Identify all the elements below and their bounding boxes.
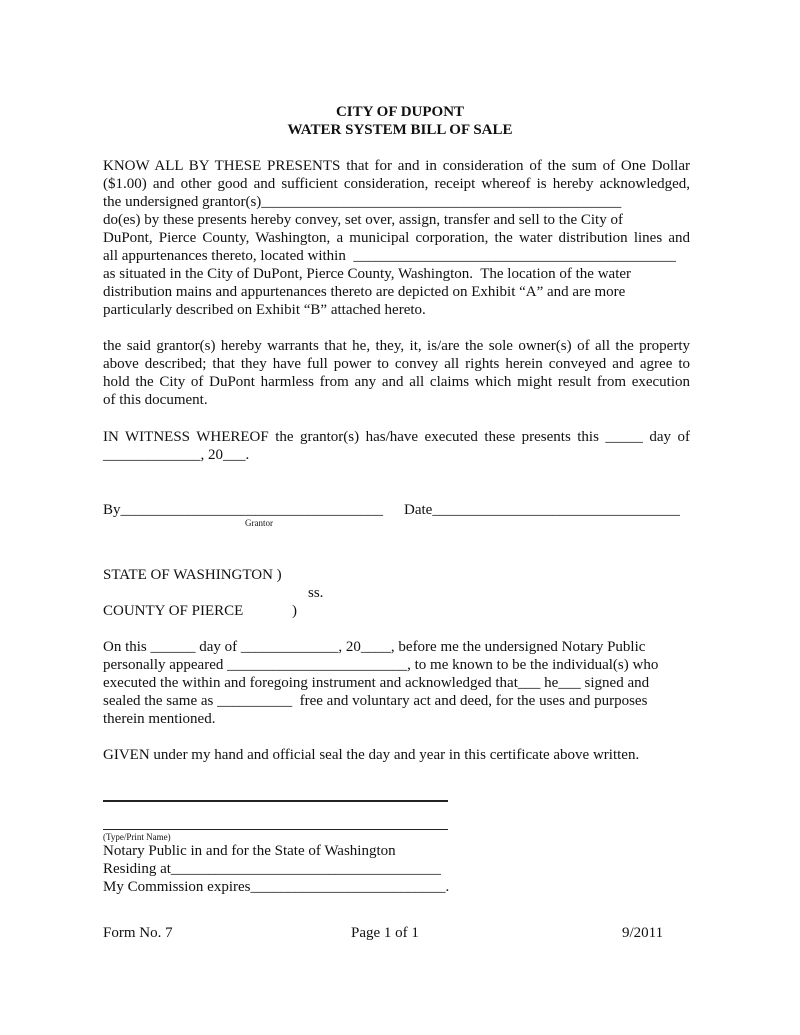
text-line: executed the within and foregoing instrument and acknowledged that___ he___ signed and <box>103 675 650 691</box>
notary-title: Notary Public in and for the State of Washington <box>103 843 396 859</box>
text-line: particularly described on Exhibit “B” attached hereto. <box>103 302 426 318</box>
venue-county: COUNTY OF PIERCE <box>103 603 244 619</box>
location-blank-line: all appurtenances thereto, located within ___________________________________________ <box>103 248 676 264</box>
page-number: Page 1 of 1 <box>351 925 419 941</box>
document-title: CITY OF DUPONT <box>335 104 465 120</box>
text-line: ($1.00) and other good and sufficient consideration, receipt whereof is hereby acknowledged, <box>103 176 690 192</box>
text-line: of this document. <box>103 392 208 408</box>
text-line: as situated in the City of DuPont, Pierce County, Washington. The location of the water <box>103 266 632 282</box>
commission-line: My Commission expires__________________________. <box>103 879 450 895</box>
given-statement: GIVEN under my hand and official seal the day and year in this certificate above written. <box>103 747 640 763</box>
text-line: IN WITNESS WHEREOF the grantor(s) has/have executed these presents this _____ day of <box>103 429 690 445</box>
text-line: _____________, 20___. <box>103 447 250 463</box>
grantor-caption: Grantor <box>245 518 273 528</box>
document-subtitle: WATER SYSTEM BILL OF SALE <box>287 122 513 138</box>
venue-ss: ss. <box>308 585 324 601</box>
residing-line: Residing at____________________________________ <box>103 861 441 877</box>
print-name-caption: (Type/Print Name) <box>103 832 171 842</box>
text-line: hold the City of DuPont harmless from any and all claims which might result from execution <box>103 374 690 390</box>
text-line: DuPont, Pierce County, Washington, a municipal corporation, the water distribution lines and <box>103 230 690 246</box>
venue-state: STATE OF WASHINGTON ) <box>103 567 282 583</box>
text-line: the said grantor(s) hereby warrants that he, they, it, is/are the sole owner(s) of all the property <box>103 338 690 354</box>
notary-name-line <box>103 829 448 830</box>
text-line: sealed the same as __________ free and voluntary act and deed, for the uses and purposes <box>103 693 648 709</box>
venue-paren: ) <box>292 603 297 619</box>
text-line: distribution mains and appurtenances thereto are depicted on Exhibit “A” and are more <box>103 284 626 300</box>
form-number: Form No. 7 <box>103 925 173 941</box>
notary-signature-line <box>103 800 448 802</box>
text-line: personally appeared ________________________, to me known to be the individual(s) who <box>103 657 659 673</box>
text-line: above described; that they have full power to convey all rights herein conveyed and agree to <box>103 356 690 372</box>
date-signature-line: Date_________________________________ <box>404 502 680 518</box>
text-line: On this ______ day of _____________, 20____, before me the undersigned Notary Public <box>103 639 646 655</box>
form-date: 9/2011 <box>622 925 664 941</box>
grantor-blank-line: the undersigned grantor(s)________________________________________________ <box>103 194 622 210</box>
text-line: therein mentioned. <box>103 711 216 727</box>
text-line: do(es) by these presents hereby convey, set over, assign, transfer and sell to the City of <box>103 212 623 228</box>
by-signature-line: By___________________________________ <box>103 502 384 518</box>
text-line: KNOW ALL BY THESE PRESENTS that for and in consideration of the sum of One Dollar <box>103 158 690 174</box>
